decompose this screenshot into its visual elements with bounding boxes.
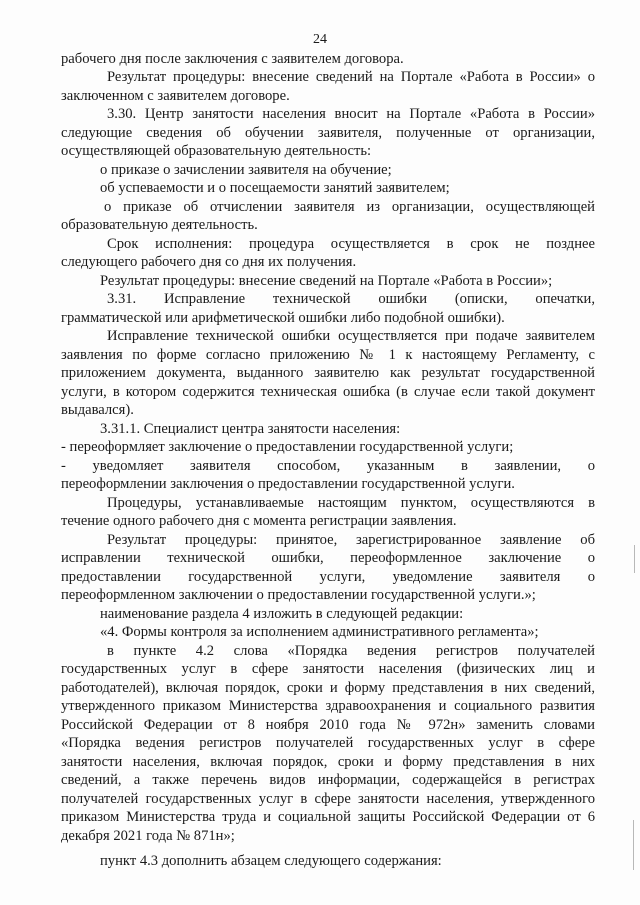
text-line: переоформленном заключении о предоставлении государственной услуги.»; (61, 587, 536, 603)
text-line: об успеваемости и о посещаемости занятий заявителем; (100, 180, 450, 196)
text-line: 3.31. Исправление технической ошибки (описки, опечатки, (107, 291, 595, 307)
text-line: осуществляющей образовательную деятельность: (61, 143, 372, 159)
text-line: следующего рабочего дня со дня их получения. (61, 254, 357, 270)
text-line: наименование раздела 4 изложить в следующей редакции: (100, 606, 464, 622)
text-line: заявления по форме согласно приложению № 1 к настоящему Регламенту, с (61, 347, 595, 363)
text-line: утвержденного приказом Министерства здравоохранения и социального развития (61, 698, 595, 714)
text-line: приложением документа, выданного заявителю как результат государственной (61, 365, 595, 381)
text-line: - уведомляет заявителя способом, указанным в заявлении, о (61, 458, 595, 474)
text-line: услуги, в котором содержится техническая ошибка (в случае если такой документ (61, 384, 595, 400)
text-line: выдавался). (61, 402, 134, 418)
text-line: предоставлении государственной услуги, уведомление заявителя о (61, 569, 595, 585)
text-line: образовательную деятельность. (61, 217, 258, 233)
text-line: Срок исполнения: процедура осуществляется в срок не позднее (107, 236, 595, 252)
text-line: Российской Федерации от 8 ноября 2010 года № 972н» заменить словами (61, 717, 595, 733)
text-line: переоформлении заключения о предоставлении государственной услуги. (61, 476, 515, 492)
text-line: Процедуры, устанавливаемые настоящим пунктом, осуществляются в (107, 495, 595, 511)
text-line: Результат процедуры: внесение сведений на Портале «Работа в России» о (107, 69, 595, 85)
text-line: заключенном с заявителем договоре. (61, 88, 290, 104)
text-line: государственных услуг в сфере занятости населения (физических лиц и (61, 661, 595, 677)
scan-edge-mark (634, 545, 635, 573)
text-line: исправлении технической ошибки, переоформленное заключение о (61, 550, 595, 566)
text-line: о приказе о зачислении заявителя на обучение; (100, 162, 392, 178)
text-line: пункт 4.3 дополнить абзацем следующего содержания: (100, 853, 442, 869)
text-line: о приказе об отчислении заявителя из организации, осуществляющей (104, 199, 595, 215)
text-line: декабря 2021 года № 871н»; (61, 828, 235, 844)
text-line: Результат процедуры: принятое, зарегистрированное заявление об (107, 532, 595, 548)
text-line: получателей государственных услуг в сфере занятости населения, утвержденного (61, 791, 595, 807)
text-line: в пункте 4.2 слова «Порядка ведения регистров получателей (107, 643, 595, 659)
text-line: работодателей), включая порядок, сроки и форму представления в них сведений, (61, 680, 595, 696)
text-line: течение одного рабочего дня с момента регистрации заявления. (61, 513, 457, 529)
text-line: «Порядка ведения регистров получателей государственных услуг в сфере (61, 735, 595, 751)
text-line: занятости населения, включая порядок, сроки и форму представления в них (61, 754, 595, 770)
text-line: Исправление технической ошибки осуществляется при подаче заявителем (107, 328, 595, 344)
text-line: грамматической или арифметической ошибки либо подобной ошибки). (61, 310, 505, 326)
text-line: - переоформляет заключение о предоставлении государственной услуги; (61, 439, 514, 455)
text-line: «4. Формы контроля за исполнением административного регламента»; (100, 624, 539, 640)
text-line: приказом Министерства труда и социальной защиты Российской Федерации от 6 (61, 809, 595, 825)
text-line: следующие сведения об обучении заявителя, полученные от организации, (61, 125, 595, 141)
text-line: 3.31.1. Специалист центра занятости населения: (100, 421, 401, 437)
text-line: сведений, а также перечень видов информации, содержащейся в регистрах (61, 772, 595, 788)
text-line: Результат процедуры: внесение сведений на Портале «Работа в России»; (100, 273, 553, 289)
scan-edge-mark (633, 820, 634, 870)
text-line: рабочего дня после заключения с заявителем договора. (61, 51, 404, 67)
text-line: 3.30. Центр занятости населения вносит на Портале «Работа в России» (107, 106, 595, 122)
page-number: 24 (313, 32, 327, 47)
